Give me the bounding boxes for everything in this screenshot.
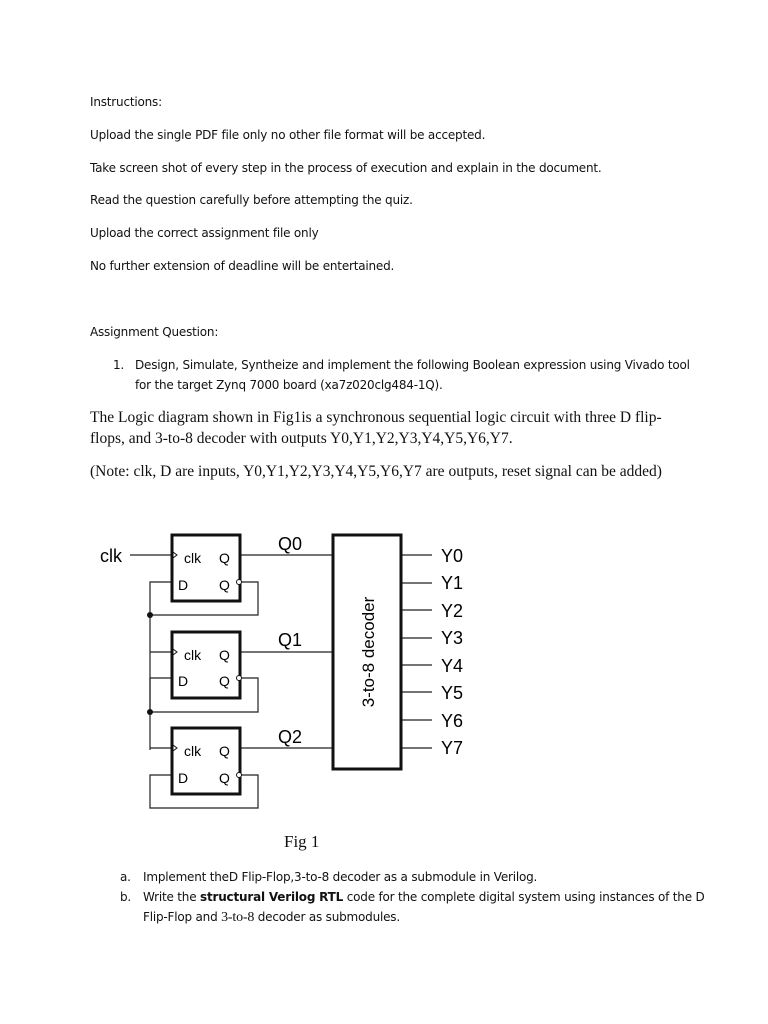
subitem-b-line2-serif: 3-to-8 (221, 910, 255, 925)
subitem-a-marker: a. (120, 870, 131, 884)
output-label-y1: Y1 (441, 573, 464, 593)
output-label-y0: Y0 (441, 546, 464, 566)
subitem-b-bold: structural Verilog RTL (200, 890, 344, 904)
inversion-bubble-icon (237, 580, 242, 585)
output-label-y4: Y4 (441, 656, 464, 676)
q2-label: Q2 (278, 727, 303, 747)
subitem-a-text: Implement theD Flip-Flop,3-to-8 decoder as a submodule in Verilog. (143, 870, 538, 884)
instruction-item: No further extension of deadline will be entertained. (90, 259, 395, 273)
inversion-bubble-icon (237, 773, 242, 778)
output-label-y5: Y5 (441, 683, 464, 703)
q1-label: Q1 (278, 630, 303, 650)
ff-d-label: D (178, 577, 189, 593)
instruction-item: Read the question carefully before attempting the quiz. (90, 193, 413, 207)
junction-dot (147, 709, 153, 715)
subitem-b-line2-pre: Flip-Flop and (143, 910, 222, 924)
subitem-b-marker: b. (120, 890, 132, 904)
clk-input-label: clk (100, 546, 122, 566)
ff-clk-label: clk (184, 743, 202, 759)
ff-qbar-label: Q (219, 770, 230, 786)
description-line2: flops, and 3-to-8 decoder with outputs Y0,Y1,Y2,Y3,Y4,Y5,Y6,Y7. (90, 430, 513, 447)
decoder-label: 3-to-8 decoder (359, 596, 378, 708)
ff-clk-label: clk (184, 550, 202, 566)
output-label-y2: Y2 (441, 601, 464, 621)
ff-q-label: Q (219, 743, 230, 759)
instruction-item: Upload the single PDF file only no other file format will be accepted. (90, 128, 486, 142)
subitem-b-pre: Write the (143, 890, 201, 904)
ff-q-label: Q (219, 550, 230, 566)
question-text-line2: for the target Zynq 7000 board (xa7z020clg484-1Q). (135, 378, 443, 392)
ff-clk-label: clk (184, 647, 202, 663)
ff-q-label: Q (219, 647, 230, 663)
ff-d-label: D (178, 770, 189, 786)
question-text-line1: Design, Simulate, Syntheize and implement the following Boolean expression using Vivado tool (135, 358, 690, 372)
question-number: 1. (113, 358, 125, 372)
instruction-item: Take screen shot of every step in the process of execution and explain in the document. (90, 161, 602, 175)
subitem-b-line2 (143, 910, 400, 926)
inversion-bubble-icon (237, 676, 242, 681)
subitem-b-post: code for the complete digital system using instances of the D (343, 890, 705, 904)
junction-dot (147, 612, 153, 618)
figure-caption: Fig 1 (284, 832, 320, 851)
output-label-y3: Y3 (441, 628, 464, 648)
note-text: (Note: clk, D are inputs, Y0,Y1,Y2,Y3,Y4,Y5,Y6,Y7 are outputs, reset signal can be added) (90, 463, 662, 480)
assignment-heading: Assignment Question: (90, 325, 219, 339)
output-label-y6: Y6 (441, 711, 464, 731)
instruction-item: Upload the correct assignment file only (90, 226, 319, 240)
q0-label: Q0 (278, 534, 303, 554)
subitem-b-line2-post: decoder as submodules. (254, 910, 400, 924)
output-label-y7: Y7 (441, 738, 464, 758)
ff-qbar-label: Q (219, 577, 230, 593)
ff-d-label: D (178, 673, 189, 689)
description-line1: The Logic diagram shown in Fig1is a synchronous sequential logic circuit with three D flip- (90, 409, 662, 426)
subitem-b-line1 (143, 890, 705, 904)
ff-qbar-label: Q (219, 673, 230, 689)
instructions-heading: Instructions: (90, 95, 162, 109)
